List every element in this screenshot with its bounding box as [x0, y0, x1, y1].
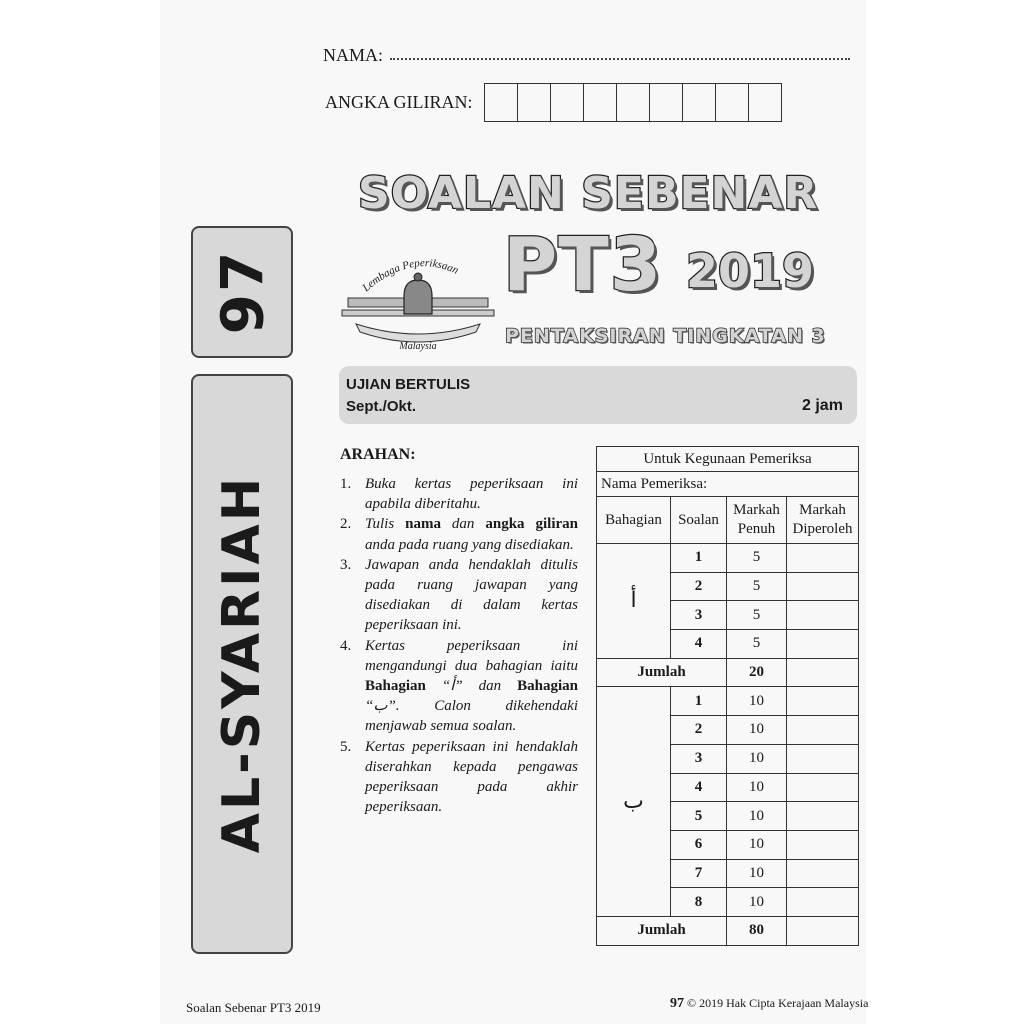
index-box[interactable]: [551, 84, 584, 121]
index-box[interactable]: [485, 84, 518, 121]
instruction-item: 2. Tulis nama dan angka giliran anda pada ruang yang disediakan.: [340, 516, 579, 553]
marks-obtained-cell[interactable]: [787, 687, 859, 716]
marks-obtained-cell[interactable]: [787, 859, 859, 888]
subject-name: AL-SYARIAH: [212, 474, 272, 854]
logo-top-text: Lembaga Peperiksaan: [360, 257, 461, 295]
instruction-item: 1. Buka kertas peperiksaan ini apabila diberitahu.: [340, 476, 578, 513]
index-box[interactable]: [518, 84, 551, 121]
marks-obtained-total-cell[interactable]: [787, 658, 859, 687]
exam-duration: 2 jam: [802, 397, 843, 414]
examiner-marks-table: [596, 446, 859, 946]
index-box[interactable]: [716, 84, 749, 121]
table-row: ب 1 10: [597, 687, 859, 716]
marks-obtained-cell[interactable]: [787, 601, 859, 630]
footer-left: Soalan Sebenar PT3 2019: [186, 1000, 321, 1015]
index-box[interactable]: [749, 84, 781, 121]
name-label: NAMA:: [323, 45, 384, 65]
table-row: 5 10: [597, 802, 859, 831]
table-row: 4 10: [597, 773, 859, 802]
exam-subtitle: PENTAKSIRAN TINGKATAN 3: [505, 325, 826, 347]
index-box[interactable]: [617, 84, 650, 121]
header-soalan: Soalan: [671, 497, 727, 544]
index-number-label: ANGKA GILIRAN:: [325, 92, 473, 112]
page-number: 97: [670, 996, 684, 1011]
instructions-list: [340, 474, 578, 817]
marks-obtained-cell[interactable]: [787, 888, 859, 917]
table-header-row: [597, 497, 859, 544]
index-box[interactable]: [683, 84, 716, 121]
table-caption: Untuk Kegunaan Pemeriksa: [597, 447, 859, 472]
marks-obtained-cell[interactable]: [787, 773, 859, 802]
marks-obtained-cell[interactable]: [787, 802, 859, 831]
marks-obtained-cell[interactable]: [787, 544, 859, 573]
instruction-item: 3. Jawapan anda hendaklah ditulis pada ruang jawapan yang disediakan di dalam kertas peperiksaan ini.: [340, 556, 578, 634]
table-row: أ 1 5: [597, 544, 859, 573]
name-field-line[interactable]: [390, 58, 850, 60]
header-markah-diperoleh: Markah Diperoleh: [787, 497, 859, 544]
header-bahagian: Bahagian: [597, 497, 671, 544]
table-row: 3 5: [597, 601, 859, 630]
index-number-boxes[interactable]: [484, 83, 782, 122]
marks-obtained-cell[interactable]: [787, 744, 859, 773]
section-b-total-row: Jumlah 80: [597, 916, 859, 945]
instruction-item: 4. Kertas peperiksaan ini mengandungi dua bahagian iaitu Bahagian “أ” dan Bahagian “ب”. Calon dikehendaki menjawab semua soalan.: [340, 637, 579, 735]
copyright: © 2019 Hak Cipta Kerajaan Malaysia: [687, 996, 869, 1010]
exam-year: 2019: [686, 244, 815, 298]
lembaga-peperiksaan-logo: [338, 252, 498, 352]
table-row: 6 10: [597, 830, 859, 859]
exam-type: UJIAN BERTULIS: [346, 376, 471, 393]
marks-obtained-total-cell[interactable]: [787, 916, 859, 945]
table-row: 2 10: [597, 716, 859, 745]
marks-obtained-cell[interactable]: [787, 572, 859, 601]
table-row: 4 5: [597, 630, 859, 659]
subject-code-panel: [191, 226, 293, 358]
table-row: 3 10: [597, 744, 859, 773]
header-markah-penuh: Markah Penuh: [727, 497, 787, 544]
logo-bottom-text: Malaysia: [399, 341, 437, 352]
section-b-label: ب: [597, 687, 671, 917]
index-box[interactable]: [650, 84, 683, 121]
title-line: SOALAN SEBENAR: [358, 168, 819, 219]
table-row: 2 5: [597, 572, 859, 601]
table-row: 8 10: [597, 888, 859, 917]
subject-name-panel: [191, 374, 293, 954]
marks-obtained-cell[interactable]: [787, 716, 859, 745]
table-row: 7 10: [597, 859, 859, 888]
subject-code: 97: [208, 249, 276, 335]
examiner-name-field[interactable]: Nama Pemeriksa:: [597, 472, 859, 497]
section-a-total-row: Jumlah 20: [597, 658, 859, 687]
exam-session: Sept./Okt.: [346, 398, 417, 415]
exam-info-band: [339, 366, 857, 424]
instructions-title: ARAHAN:: [340, 446, 416, 463]
marks-obtained-cell[interactable]: [787, 630, 859, 659]
footer-right: [670, 996, 868, 1012]
section-a-label: أ: [597, 544, 671, 659]
marks-obtained-cell[interactable]: [787, 830, 859, 859]
index-box[interactable]: [584, 84, 617, 121]
exam-title: PT3: [503, 222, 663, 308]
instruction-item: 5. Kertas peperiksaan ini hendaklah diserahkan kepada pengawas peperiksaan pada akhir peperiksaan.: [340, 738, 578, 816]
